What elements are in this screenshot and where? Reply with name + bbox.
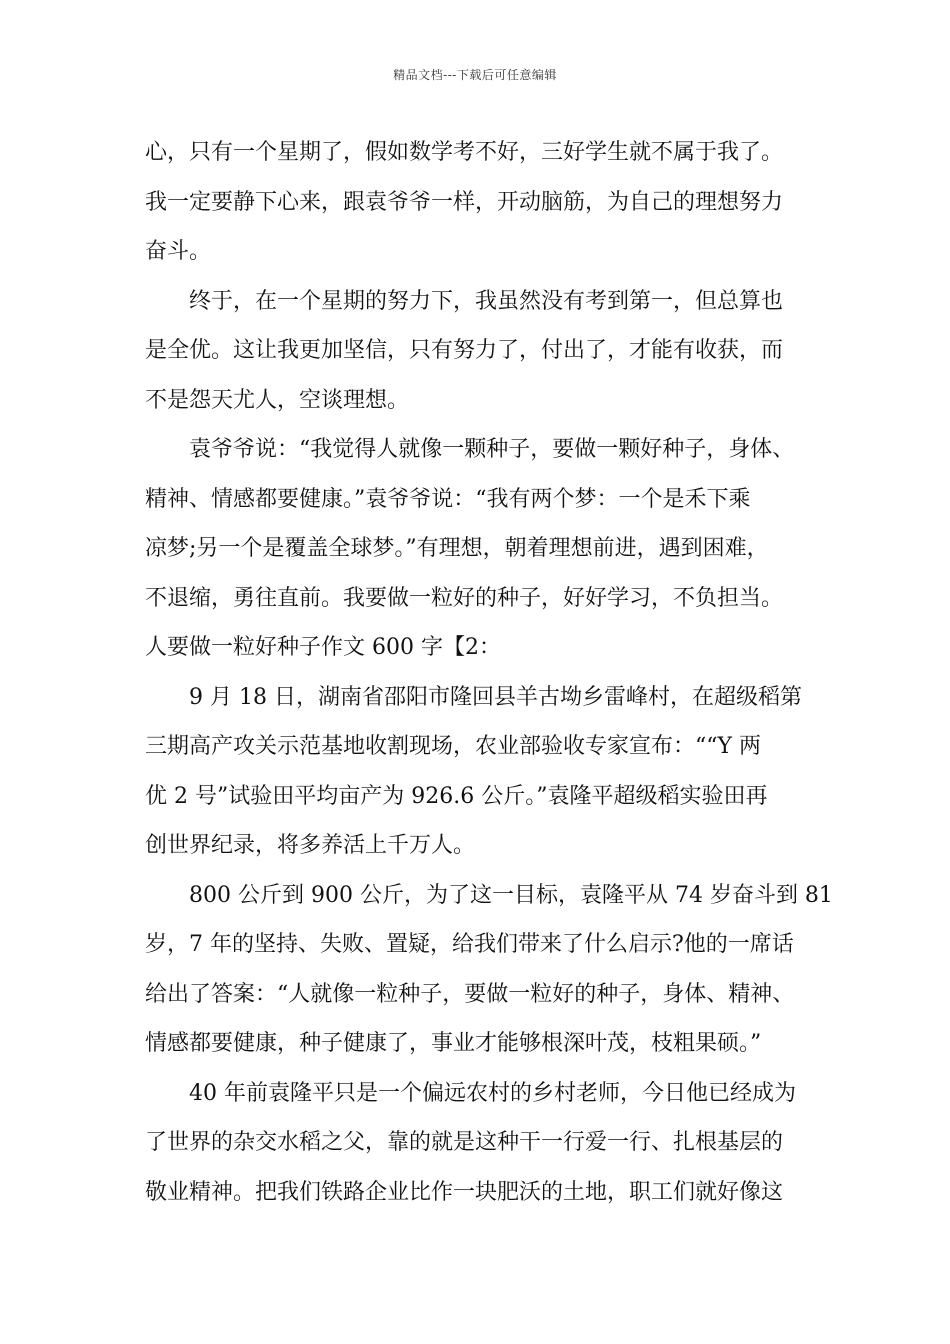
text-line: 奋斗。 <box>145 239 212 264</box>
text-line: 三期高产攻关示范基地收割现场，农业部验收专家宣布：““Y 两 <box>145 734 762 759</box>
page-header: 精品文档---下载后可任意编辑 <box>393 68 557 82</box>
text-line: 敬业精神。把我们铁路企业比作一块肥沃的土地，职工们就好像这 <box>145 1179 784 1205</box>
text-line: 800 公斤到 900 公斤，为了这一目标，袁隆平从 74 岁奋斗到 81 <box>189 882 833 908</box>
text-line: 不是怨天尤人，空谈理想。 <box>145 387 410 413</box>
text-line: 优 2 号”试验田平均亩产为 926.6 公斤。”袁隆平超级稻实验田再 <box>145 783 768 809</box>
text-line: 岁，7 年的坚持、失败、置疑，给我们带来了什么启示?他的一席话 <box>145 932 794 957</box>
text-line: 我一定要静下心来，跟袁爷爷一样，开动脑筋，为自己的理想努力 <box>145 189 784 215</box>
text-line: 袁爷爷说：“我觉得人就像一颗种子，要做一颗好种子，身体、 <box>189 437 795 462</box>
text-line: 是全优。这让我更加坚信，只有努力了，付出了，才能有收获，而 <box>145 338 784 363</box>
text-line: 人要做一粒好种子作文 600 字【2： <box>145 635 501 660</box>
text-line: 40 年前袁隆平只是一个偏远农村的乡村老师，今日他已经成为 <box>189 1080 796 1106</box>
document-body <box>145 128 833 1217</box>
text-line: 9 月 18 日，湖南省邵阳市隆回县羊古坳乡雷峰村，在超级稻第 <box>189 684 802 710</box>
text-line: 情感都要健康，种子健康了，事业才能够根深叶茂，枝粗果硕。” <box>145 1031 762 1056</box>
text-line: 不退缩，勇往直前。我要做一粒好的种子，好好学习，不负担当。 <box>145 585 784 611</box>
text-line: 了世界的杂交水稻之父，靠的就是这种干一行爱一行、扎根基层的 <box>145 1130 784 1155</box>
text-line: 终于，在一个星期的努力下，我虽然没有考到第一，但总算也 <box>189 288 784 314</box>
text-line: 给出了答案：“人就像一粒种子，要做一粒好的种子，身体、精神、 <box>145 981 795 1007</box>
text-line: 精神、情感都要健康。”袁爷爷说：“我有两个梦：一个是禾下乘 <box>145 486 751 512</box>
text-line: 凉梦;另一个是覆盖全球梦。”有理想，朝着理想前进，遇到困难， <box>145 536 769 561</box>
text-line: 心，只有一个星期了，假如数学考不好，三好学生就不属于我了。 <box>145 140 784 165</box>
text-line: 创世界纪录，将多养活上千万人。 <box>145 833 476 858</box>
